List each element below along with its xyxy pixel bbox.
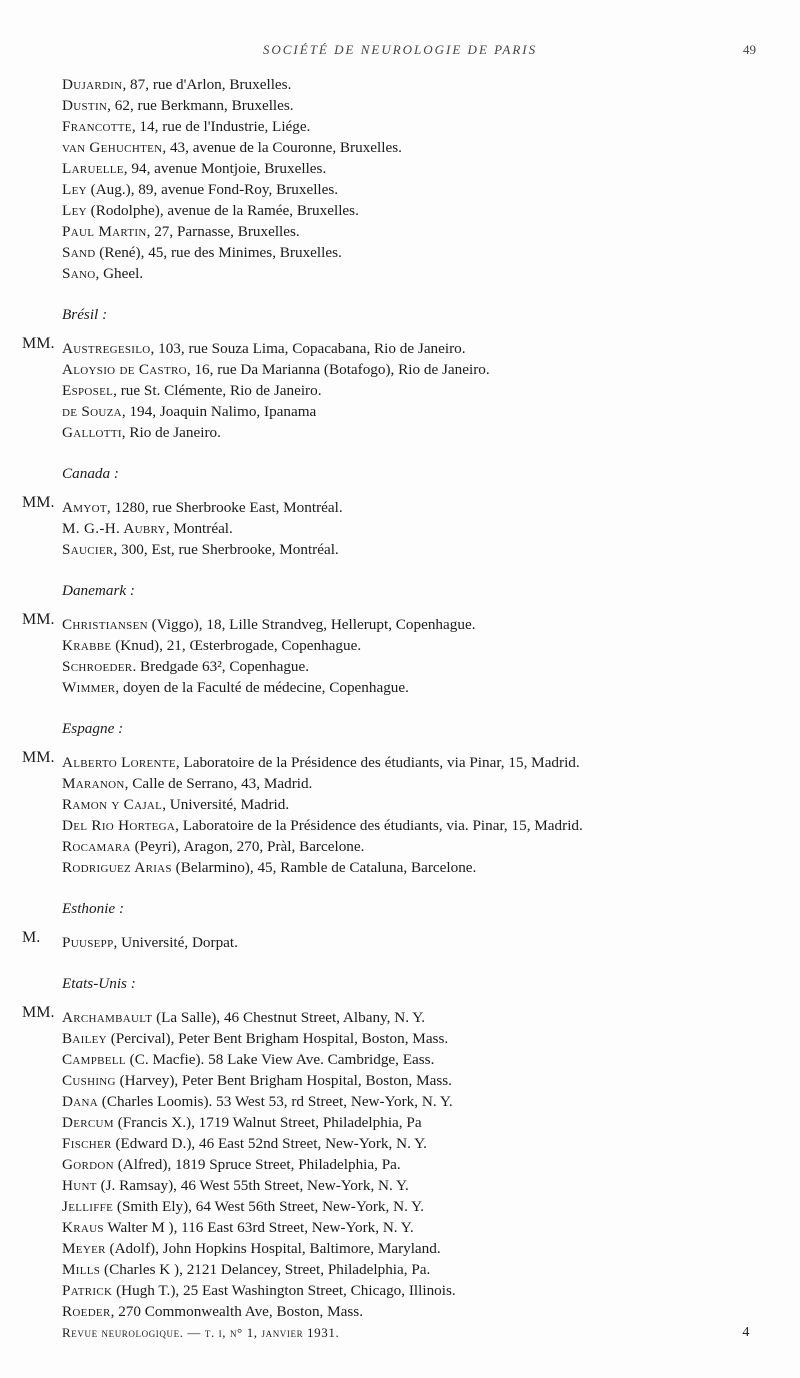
honorific-prefix: MM. [22, 611, 55, 628]
member-address: , Rio de Janeiro. [121, 424, 221, 441]
member-address: , 1280, rue Sherbrooke East, Montréal. [106, 499, 343, 516]
member-name: Meyer [62, 1240, 106, 1257]
member-address: (Belarmino), 45, Ramble de Cataluna, Barcelone. [171, 859, 477, 876]
member-list [0, 74, 800, 1322]
member-address: , 87, rue d'Arlon, Bruxelles. [122, 76, 292, 93]
country-section [0, 463, 800, 560]
member-name: Mills [62, 1261, 101, 1278]
member-name: Gordon [62, 1156, 114, 1173]
member-address: , Montréal. [165, 520, 233, 537]
running-head: SOCIÉTÉ DE NEUROLOGIE DE PARIS [262, 42, 538, 57]
honorific-prefix: MM. [22, 335, 55, 352]
member-name: Ley [62, 202, 87, 219]
member-address: , 94, avenue Montjoie, Bruxelles. [123, 160, 327, 177]
member-address: (Viggo), 18, Lille Strandveg, Hellerupt, Copenhague. [147, 616, 476, 633]
country-section [0, 74, 800, 284]
member-entry [0, 857, 800, 878]
member-address: , Laboratoire de la Présidence des étudiants, via Pinar, 15, Madrid. [175, 754, 580, 771]
member-entry [0, 794, 800, 815]
country-section [0, 718, 800, 878]
member-entry [0, 1238, 800, 1259]
member-name: Maranon [62, 775, 125, 792]
member-name: Bailey [62, 1030, 107, 1047]
member-address: , 27, Parnasse, Bruxelles. [146, 223, 300, 240]
member-address: (Peyri), Aragon, 270, Pràl, Barcelone. [130, 838, 365, 855]
member-name: Gallotti [62, 424, 122, 441]
member-entry [0, 200, 800, 221]
member-name: Patrick [62, 1282, 113, 1299]
member-entry [0, 836, 800, 857]
member-name: Cushing [62, 1072, 116, 1089]
member-address: , 14, rue de l'Industrie, Liége. [131, 118, 311, 135]
member-name: Esposel [62, 382, 114, 399]
member-entry [0, 1280, 800, 1301]
member-address: . Bredgade 63², Copenhague. [132, 658, 310, 675]
member-address: (Adolf), John Hopkins Hospital, Baltimore, Maryland. [105, 1240, 441, 1257]
member-name: Austregesilo [62, 340, 151, 357]
member-name: Hunt [62, 1177, 97, 1194]
country-heading: Canada : [62, 465, 119, 482]
page-footer [62, 1325, 762, 1341]
member-entry [0, 611, 800, 635]
member-address: (Aug.), 89, avenue Fond-Roy, Bruxelles. [86, 181, 339, 198]
member-address: (Francis X.), 1719 Walnut Street, Philadelphia, Pa [113, 1114, 422, 1131]
member-name: Del Rio Hortega [62, 817, 176, 834]
member-entry [0, 1049, 800, 1070]
member-entry [0, 1154, 800, 1175]
member-address: (La Salle), 46 Chestnut Street, Albany, N. Y. [152, 1009, 426, 1026]
member-name: Rodriguez Arias [62, 859, 172, 876]
member-name: Francotte [62, 118, 132, 135]
member-entry [0, 1070, 800, 1091]
member-name: Campbell [62, 1051, 126, 1068]
country-section [0, 973, 800, 1322]
member-address: , doyen de la Faculté de médecine, Copenhague. [115, 679, 409, 696]
country-section [0, 304, 800, 443]
footer-folio: 4 [742, 1325, 750, 1340]
member-name: Dujardin [62, 76, 123, 93]
member-address: (Percival), Peter Bent Brigham Hospital, Boston, Mass. [106, 1030, 449, 1047]
country-heading: Espagne : [62, 720, 124, 737]
member-entry [0, 1028, 800, 1049]
country-heading: Danemark : [62, 582, 135, 599]
member-name: Alberto Lorente [62, 754, 176, 771]
member-entry [0, 116, 800, 137]
member-entry [0, 1004, 800, 1028]
member-address: (Hugh T.), 25 East Washington Street, Chicago, Illinois. [112, 1282, 456, 1299]
member-entry [0, 677, 800, 698]
member-address: , Calle de Serrano, 43, Madrid. [124, 775, 313, 792]
member-name: Amyot [62, 499, 107, 516]
member-entry [0, 749, 800, 773]
member-name: Ley [62, 181, 87, 198]
member-entry [0, 401, 800, 422]
member-address: , Gheel. [95, 265, 144, 282]
member-entry [0, 773, 800, 794]
member-name: de Souza [62, 403, 122, 420]
member-entry [0, 179, 800, 200]
member-entry [0, 1196, 800, 1217]
country-heading: Etats-Unis : [62, 975, 136, 992]
member-name: Saucier [62, 541, 114, 558]
member-entry [0, 359, 800, 380]
member-entry [0, 422, 800, 443]
member-address: (C. Macfie). 58 Lake View Ave. Cambridge, Eass. [125, 1051, 435, 1068]
member-entry [0, 539, 800, 560]
member-address: Walter M ), 116 East 63rd Street, New-York, N. Y. [103, 1219, 414, 1236]
member-entry [0, 137, 800, 158]
member-entry [0, 380, 800, 401]
member-address: , rue St. Clémente, Rio de Janeiro. [113, 382, 322, 399]
member-entry [0, 74, 800, 95]
member-address: (Charles Loomis). 53 West 53, rd Street, New-York, N. Y. [98, 1093, 453, 1110]
honorific-prefix: MM. [22, 1004, 55, 1021]
honorific-prefix: M. [22, 929, 41, 946]
page-number: 49 [743, 42, 756, 57]
member-entry [0, 242, 800, 263]
member-address: (Knud), 21, Œsterbrogade, Copenhague. [111, 637, 362, 654]
member-name: Dana [62, 1093, 98, 1110]
member-name: Schroeder [62, 658, 133, 675]
member-name: Aloysio de Castro [62, 361, 187, 378]
member-name: Ramon y Cajal [62, 796, 163, 813]
member-name: Puusepp [62, 934, 114, 951]
member-entry [0, 929, 800, 953]
member-name: van Gehuchten [62, 139, 163, 156]
member-address: , Université, Madrid. [162, 796, 290, 813]
member-entry [0, 1217, 800, 1238]
member-name: Archambault [62, 1009, 153, 1026]
member-entry [0, 221, 800, 242]
member-address: (Charles K ), 2121 Delancey, Street, Philadelphia, Pa. [100, 1261, 431, 1278]
member-name: Dercum [62, 1114, 114, 1131]
member-address: , Université, Dorpat. [113, 934, 238, 951]
member-entry [0, 1112, 800, 1133]
member-name: Rocamara [62, 838, 131, 855]
member-name: Laruelle [62, 160, 124, 177]
member-entry [0, 1301, 800, 1322]
member-entry [0, 1091, 800, 1112]
member-name: Roeder [62, 1303, 111, 1320]
member-entry [0, 335, 800, 359]
member-entry [0, 158, 800, 179]
member-address: (Edward D.), 46 East 52nd Street, New-York, N. Y. [111, 1135, 427, 1152]
member-name: Christiansen [62, 616, 148, 633]
member-name: Paul Martin [62, 223, 147, 240]
member-address: (Alfred), 1819 Spruce Street, Philadelphia, Pa. [113, 1156, 401, 1173]
member-entry [0, 815, 800, 836]
member-name: M. G.-H. Aubry [62, 520, 166, 537]
member-address: (René), 45, rue des Minimes, Bruxelles. [95, 244, 342, 261]
member-entry [0, 263, 800, 284]
member-entry [0, 635, 800, 656]
member-name: Sand [62, 244, 96, 261]
member-address: (Harvey), Peter Bent Brigham Hospital, Boston, Mass. [115, 1072, 452, 1089]
member-name: Dustin [62, 97, 108, 114]
member-entry [0, 494, 800, 518]
member-entry [0, 518, 800, 539]
member-name: Sano [62, 265, 96, 282]
member-entry [0, 1133, 800, 1154]
country-heading: Esthonie : [62, 900, 125, 917]
member-address: (Smith Ely), 64 West 56th Street, New-York, N. Y. [113, 1198, 424, 1215]
member-name: Fischer [62, 1135, 112, 1152]
member-address: , 16, rue Da Marianna (Botafogo), Rio de Janeiro. [186, 361, 490, 378]
member-name: Jelliffe [62, 1198, 114, 1215]
member-address: , 270 Commonwealth Ave, Boston, Mass. [110, 1303, 364, 1320]
member-address: (Rodolphe), avenue de la Ramée, Bruxelles. [86, 202, 359, 219]
country-section [0, 580, 800, 698]
member-entry [0, 95, 800, 116]
member-address: , 43, avenue de la Couronne, Bruxelles. [162, 139, 402, 156]
country-section [0, 898, 800, 953]
member-address: , 300, Est, rue Sherbrooke, Montréal. [113, 541, 339, 558]
member-name: Kraus [62, 1219, 104, 1236]
country-heading: Brésil : [62, 306, 108, 323]
member-address: (J. Ramsay), 46 West 55th Street, New-York, N. Y. [96, 1177, 409, 1194]
journal-citation: Revue neurologique. — t. i, n° 1, janvier 1931. [62, 1325, 340, 1340]
honorific-prefix: MM. [22, 494, 55, 511]
member-entry [0, 1259, 800, 1280]
honorific-prefix: MM. [22, 749, 55, 766]
member-address: , 62, rue Berkmann, Bruxelles. [107, 97, 294, 114]
member-name: Krabbe [62, 637, 112, 654]
member-name: Wimmer [62, 679, 116, 696]
member-address: , 194, Joaquin Nalimo, Ipanama [121, 403, 317, 420]
member-entry [0, 1175, 800, 1196]
member-entry [0, 656, 800, 677]
member-address: , 103, rue Souza Lima, Copacabana, Rio de Janeiro. [150, 340, 466, 357]
member-address: , Laboratoire de la Présidence des étudiants, via. Pinar, 15, Madrid. [175, 817, 583, 834]
